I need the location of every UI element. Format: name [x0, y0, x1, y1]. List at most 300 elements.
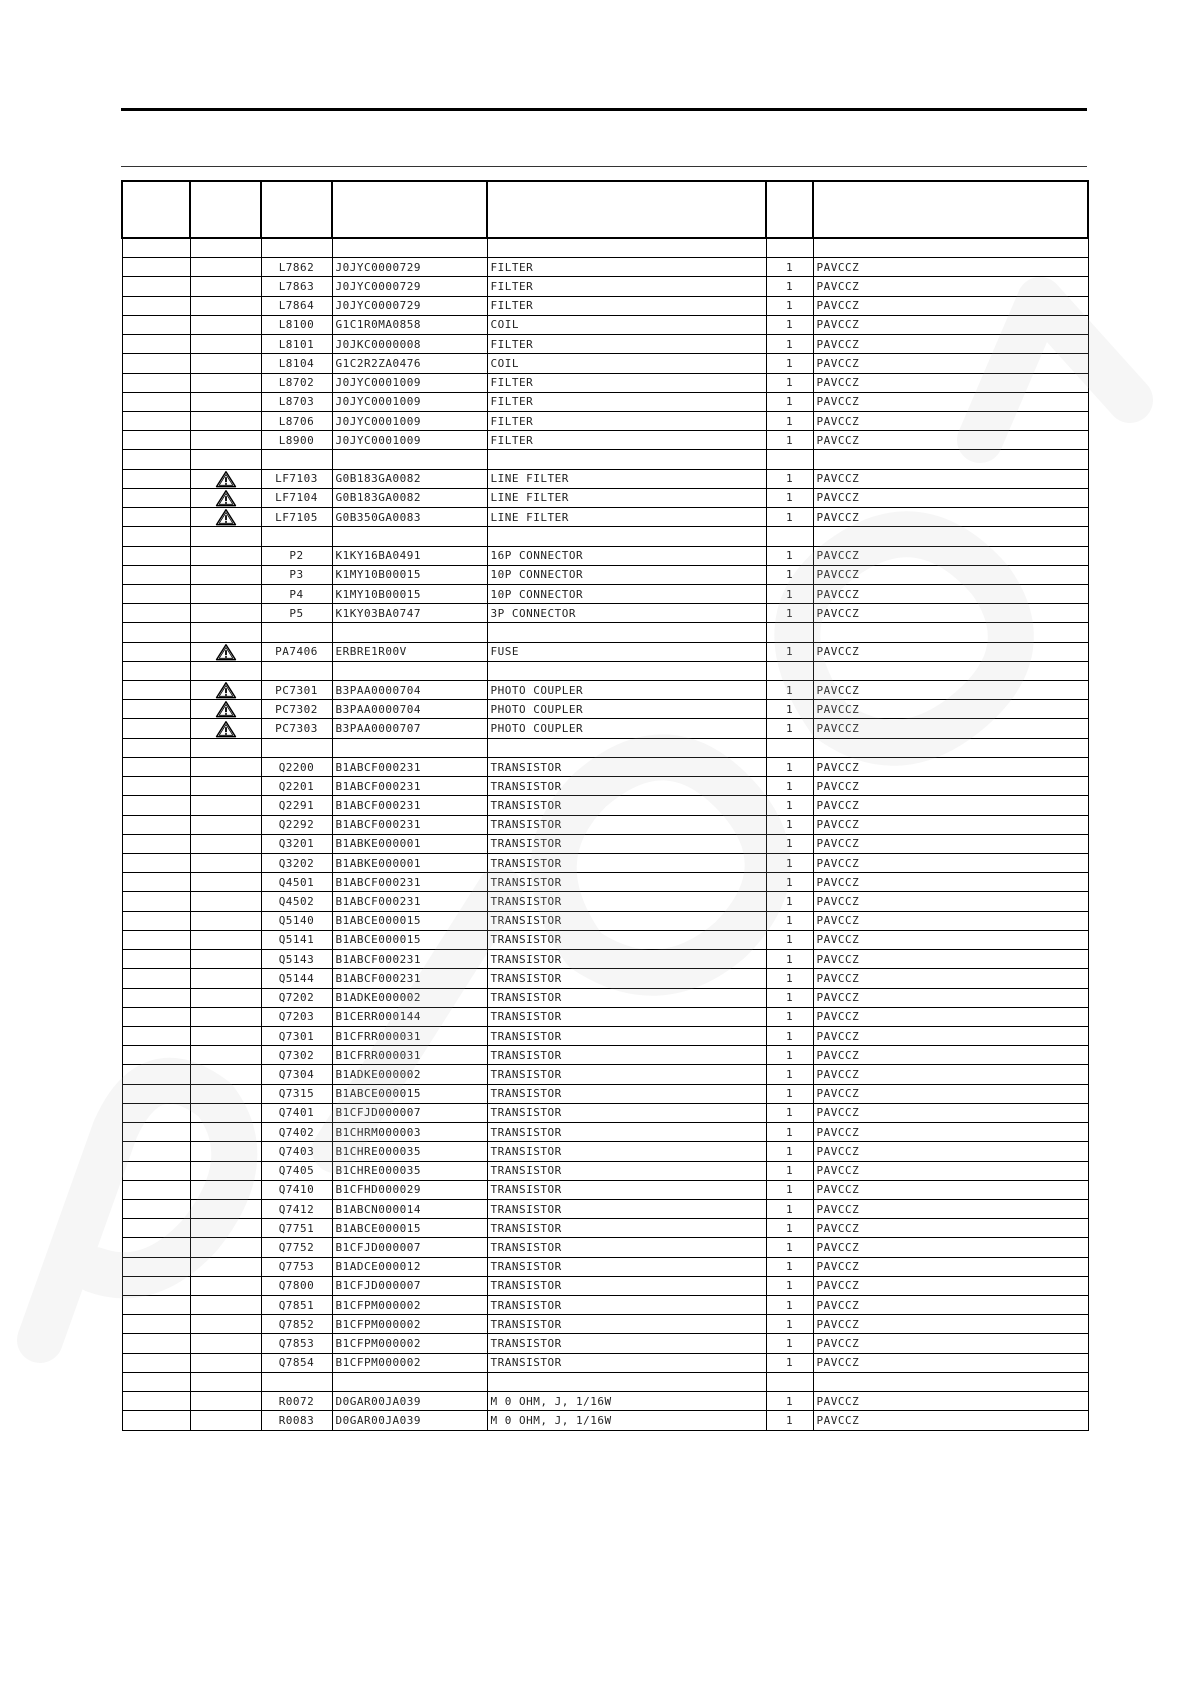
- parts-table-body: [122, 238, 1088, 1430]
- remarks-cell: PAVCCZ: [813, 1276, 1088, 1295]
- qty-cell: 1: [766, 777, 813, 796]
- part-cell: B1CERR000144: [332, 1007, 487, 1026]
- qty-cell: 1: [766, 1123, 813, 1142]
- row-blank-cell: [122, 969, 190, 988]
- table-row: [122, 1372, 1088, 1391]
- table-row: [122, 950, 1088, 969]
- ref-cell: R0083: [261, 1411, 332, 1430]
- part-cell: D0GAR00JA039: [332, 1411, 487, 1430]
- desc-cell: TRANSISTOR: [487, 854, 766, 873]
- warning-triangle-icon: [215, 470, 237, 488]
- qty-cell: 1: [766, 1315, 813, 1334]
- qty-cell: 1: [766, 373, 813, 392]
- desc-cell: TRANSISTOR: [487, 1065, 766, 1084]
- safety-cell: [190, 527, 261, 546]
- row-blank-cell: [122, 431, 190, 450]
- safety-cell: [190, 238, 261, 258]
- part-cell: D0GAR00JA039: [332, 1392, 487, 1411]
- ref-cell: Q5143: [261, 950, 332, 969]
- ref-cell: [261, 450, 332, 469]
- desc-cell: FILTER: [487, 431, 766, 450]
- safety-cell: [190, 1219, 261, 1238]
- part-cell: B1ADKE000002: [332, 988, 487, 1007]
- ref-cell: PC7301: [261, 681, 332, 700]
- warning-triangle-icon: [215, 643, 237, 661]
- part-cell: [332, 1372, 487, 1391]
- remarks-cell: PAVCCZ: [813, 1123, 1088, 1142]
- desc-cell: TRANSISTOR: [487, 1199, 766, 1218]
- safety-cell: [190, 277, 261, 296]
- table-row: [122, 796, 1088, 815]
- desc-cell: TRANSISTOR: [487, 911, 766, 930]
- desc-cell: COIL: [487, 354, 766, 373]
- table-row: [122, 969, 1088, 988]
- qty-cell: 1: [766, 1103, 813, 1122]
- row-blank-cell: [122, 623, 190, 642]
- qty-cell: 1: [766, 873, 813, 892]
- ref-cell: LF7104: [261, 488, 332, 507]
- row-blank-cell: [122, 1103, 190, 1122]
- desc-cell: TRANSISTOR: [487, 1046, 766, 1065]
- desc-cell: FUSE: [487, 642, 766, 661]
- remarks-cell: PAVCCZ: [813, 277, 1088, 296]
- safety-cell: [190, 950, 261, 969]
- safety-cell: [190, 1142, 261, 1161]
- row-blank-cell: [122, 1315, 190, 1334]
- ref-cell: Q2201: [261, 777, 332, 796]
- ref-cell: Q7852: [261, 1315, 332, 1334]
- safety-cell: [190, 1123, 261, 1142]
- table-row: [122, 892, 1088, 911]
- safety-cell: [190, 1199, 261, 1218]
- desc-cell: TRANSISTOR: [487, 1219, 766, 1238]
- safety-cell: [190, 1065, 261, 1084]
- desc-cell: 3P CONNECTOR: [487, 604, 766, 623]
- table-row: [122, 623, 1088, 642]
- table-row: [122, 1238, 1088, 1257]
- table-row: [122, 911, 1088, 930]
- part-cell: B1ABCF000231: [332, 757, 487, 776]
- desc-cell: TRANSISTOR: [487, 777, 766, 796]
- part-cell: J0JYC0001009: [332, 431, 487, 450]
- qty-cell: 1: [766, 1392, 813, 1411]
- remarks-cell: PAVCCZ: [813, 469, 1088, 488]
- remarks-cell: PAVCCZ: [813, 1103, 1088, 1122]
- row-blank-cell: [122, 892, 190, 911]
- row-blank-cell: [122, 719, 190, 738]
- part-cell: B1ABCN000014: [332, 1199, 487, 1218]
- safety-cell: [190, 335, 261, 354]
- table-header-row: [122, 181, 1088, 238]
- table-row: [122, 584, 1088, 603]
- remarks-cell: [813, 238, 1088, 258]
- qty-cell: 1: [766, 1334, 813, 1353]
- part-cell: [332, 661, 487, 680]
- ref-cell: LF7105: [261, 508, 332, 527]
- desc-cell: TRANSISTOR: [487, 873, 766, 892]
- header-cell-7: [813, 181, 1088, 238]
- parts-list-table: [121, 180, 1089, 1431]
- remarks-cell: PAVCCZ: [813, 757, 1088, 776]
- qty-cell: [766, 527, 813, 546]
- qty-cell: 1: [766, 431, 813, 450]
- part-cell: J0JYC0001009: [332, 373, 487, 392]
- safety-cell: [190, 738, 261, 757]
- part-cell: B1ABCE000015: [332, 1084, 487, 1103]
- row-blank-cell: [122, 873, 190, 892]
- safety-cell: [190, 392, 261, 411]
- part-cell: B3PAA0000704: [332, 681, 487, 700]
- qty-cell: 1: [766, 392, 813, 411]
- qty-cell: 1: [766, 988, 813, 1007]
- safety-cell: [190, 546, 261, 565]
- table-row: [122, 930, 1088, 949]
- desc-cell: LINE FILTER: [487, 469, 766, 488]
- safety-cell: [190, 1315, 261, 1334]
- qty-cell: 1: [766, 1026, 813, 1045]
- remarks-cell: PAVCCZ: [813, 911, 1088, 930]
- part-cell: J0JYC0001009: [332, 411, 487, 430]
- table-row: [122, 815, 1088, 834]
- safety-cell: [190, 488, 261, 507]
- remarks-cell: PAVCCZ: [813, 1219, 1088, 1238]
- remarks-cell: PAVCCZ: [813, 681, 1088, 700]
- safety-cell: [190, 584, 261, 603]
- desc-cell: TRANSISTOR: [487, 1084, 766, 1103]
- qty-cell: [766, 1372, 813, 1391]
- safety-cell: [190, 1372, 261, 1391]
- remarks-cell: [813, 738, 1088, 757]
- row-blank-cell: [122, 565, 190, 584]
- safety-cell: [190, 1103, 261, 1122]
- safety-cell: [190, 719, 261, 738]
- part-cell: B1CFRR000031: [332, 1026, 487, 1045]
- remarks-cell: [813, 623, 1088, 642]
- table-row: [122, 1180, 1088, 1199]
- safety-cell: [190, 1392, 261, 1411]
- desc-cell: TRANSISTOR: [487, 796, 766, 815]
- table-row: [122, 238, 1088, 258]
- row-blank-cell: [122, 450, 190, 469]
- ref-cell: L7864: [261, 296, 332, 315]
- remarks-cell: [813, 1372, 1088, 1391]
- desc-cell: TRANSISTOR: [487, 930, 766, 949]
- row-blank-cell: [122, 681, 190, 700]
- remarks-cell: PAVCCZ: [813, 392, 1088, 411]
- row-blank-cell: [122, 1123, 190, 1142]
- qty-cell: [766, 623, 813, 642]
- table-row: [122, 488, 1088, 507]
- part-cell: B1ABCE000015: [332, 1219, 487, 1238]
- qty-cell: 1: [766, 950, 813, 969]
- desc-cell: FILTER: [487, 296, 766, 315]
- part-cell: G1C1R0MA0858: [332, 315, 487, 334]
- safety-cell: [190, 1296, 261, 1315]
- ref-cell: [261, 738, 332, 757]
- part-cell: B1CFPM000002: [332, 1296, 487, 1315]
- ref-cell: Q7410: [261, 1180, 332, 1199]
- safety-cell: [190, 969, 261, 988]
- part-cell: [332, 738, 487, 757]
- row-blank-cell: [122, 392, 190, 411]
- safety-cell: [190, 1276, 261, 1295]
- safety-cell: [190, 565, 261, 584]
- ref-cell: Q4502: [261, 892, 332, 911]
- row-blank-cell: [122, 661, 190, 680]
- safety-cell: [190, 777, 261, 796]
- row-blank-cell: [122, 469, 190, 488]
- desc-cell: TRANSISTOR: [487, 1103, 766, 1122]
- part-cell: [332, 623, 487, 642]
- desc-cell: M 0 OHM, J, 1/16W: [487, 1411, 766, 1430]
- qty-cell: 1: [766, 1142, 813, 1161]
- desc-cell: TRANSISTOR: [487, 1180, 766, 1199]
- ref-cell: Q2200: [261, 757, 332, 776]
- qty-cell: [766, 450, 813, 469]
- safety-cell: [190, 988, 261, 1007]
- qty-cell: 1: [766, 565, 813, 584]
- table-row: [122, 854, 1088, 873]
- part-cell: [332, 527, 487, 546]
- desc-cell: TRANSISTOR: [487, 1007, 766, 1026]
- ref-cell: Q7304: [261, 1065, 332, 1084]
- ref-cell: P4: [261, 584, 332, 603]
- table-row: [122, 411, 1088, 430]
- part-cell: K1MY10B00015: [332, 584, 487, 603]
- row-blank-cell: [122, 777, 190, 796]
- table-row: [122, 873, 1088, 892]
- row-blank-cell: [122, 277, 190, 296]
- remarks-cell: PAVCCZ: [813, 892, 1088, 911]
- remarks-cell: PAVCCZ: [813, 1296, 1088, 1315]
- qty-cell: 1: [766, 1199, 813, 1218]
- part-cell: B1ABCE000015: [332, 911, 487, 930]
- ref-cell: L8706: [261, 411, 332, 430]
- qty-cell: 1: [766, 1238, 813, 1257]
- desc-cell: LINE FILTER: [487, 488, 766, 507]
- table-row: [122, 1334, 1088, 1353]
- remarks-cell: PAVCCZ: [813, 815, 1088, 834]
- desc-cell: TRANSISTOR: [487, 1296, 766, 1315]
- safety-cell: [190, 1046, 261, 1065]
- ref-cell: Q4501: [261, 873, 332, 892]
- row-blank-cell: [122, 796, 190, 815]
- safety-cell: [190, 661, 261, 680]
- qty-cell: 1: [766, 1007, 813, 1026]
- row-blank-cell: [122, 1392, 190, 1411]
- ref-cell: L8702: [261, 373, 332, 392]
- safety-cell: [190, 1026, 261, 1045]
- warning-triangle-icon: [215, 508, 237, 526]
- ref-cell: Q7405: [261, 1161, 332, 1180]
- remarks-cell: PAVCCZ: [813, 1142, 1088, 1161]
- ref-cell: L7862: [261, 258, 332, 277]
- desc-cell: [487, 450, 766, 469]
- ref-cell: L8104: [261, 354, 332, 373]
- table-row: [122, 565, 1088, 584]
- desc-cell: FILTER: [487, 373, 766, 392]
- qty-cell: 1: [766, 700, 813, 719]
- remarks-cell: PAVCCZ: [813, 565, 1088, 584]
- part-cell: K1KY16BA0491: [332, 546, 487, 565]
- ref-cell: Q5141: [261, 930, 332, 949]
- desc-cell: TRANSISTOR: [487, 1334, 766, 1353]
- part-cell: J0JKC0000008: [332, 335, 487, 354]
- part-cell: B1ABCF000231: [332, 777, 487, 796]
- table-row: [122, 834, 1088, 853]
- part-cell: K1MY10B00015: [332, 565, 487, 584]
- desc-cell: [487, 623, 766, 642]
- ref-cell: L8100: [261, 315, 332, 334]
- safety-cell: [190, 1411, 261, 1430]
- desc-cell: TRANSISTOR: [487, 1026, 766, 1045]
- table-row: [122, 1065, 1088, 1084]
- safety-cell: [190, 1257, 261, 1276]
- part-cell: B1CHRM000003: [332, 1123, 487, 1142]
- table-row: [122, 1103, 1088, 1122]
- safety-cell: [190, 623, 261, 642]
- row-blank-cell: [122, 296, 190, 315]
- remarks-cell: PAVCCZ: [813, 642, 1088, 661]
- ref-cell: P3: [261, 565, 332, 584]
- ref-cell: P2: [261, 546, 332, 565]
- remarks-cell: PAVCCZ: [813, 584, 1088, 603]
- remarks-cell: PAVCCZ: [813, 335, 1088, 354]
- ref-cell: L8101: [261, 335, 332, 354]
- qty-cell: 1: [766, 796, 813, 815]
- header-cell-3: [261, 181, 332, 238]
- ref-cell: Q7851: [261, 1296, 332, 1315]
- remarks-cell: PAVCCZ: [813, 834, 1088, 853]
- part-cell: J0JYC0000729: [332, 277, 487, 296]
- table-row: [122, 700, 1088, 719]
- safety-cell: [190, 354, 261, 373]
- remarks-cell: PAVCCZ: [813, 546, 1088, 565]
- ref-cell: Q7302: [261, 1046, 332, 1065]
- qty-cell: 1: [766, 719, 813, 738]
- part-cell: B1CFPM000002: [332, 1334, 487, 1353]
- remarks-cell: PAVCCZ: [813, 1238, 1088, 1257]
- table-row: [122, 469, 1088, 488]
- remarks-cell: PAVCCZ: [813, 1257, 1088, 1276]
- safety-cell: [190, 834, 261, 853]
- qty-cell: 1: [766, 1296, 813, 1315]
- part-cell: B3PAA0000704: [332, 700, 487, 719]
- ref-cell: Q7402: [261, 1123, 332, 1142]
- row-blank-cell: [122, 854, 190, 873]
- safety-cell: [190, 1353, 261, 1372]
- part-cell: J0JYC0000729: [332, 296, 487, 315]
- row-blank-cell: [122, 1411, 190, 1430]
- table-row: [122, 681, 1088, 700]
- remarks-cell: PAVCCZ: [813, 988, 1088, 1007]
- table-row: [122, 315, 1088, 334]
- part-cell: G1C2R2ZA0476: [332, 354, 487, 373]
- safety-cell: [190, 892, 261, 911]
- row-blank-cell: [122, 546, 190, 565]
- desc-cell: FILTER: [487, 335, 766, 354]
- qty-cell: 1: [766, 469, 813, 488]
- row-blank-cell: [122, 1276, 190, 1295]
- qty-cell: 1: [766, 488, 813, 507]
- row-blank-cell: [122, 508, 190, 527]
- desc-cell: FILTER: [487, 277, 766, 296]
- part-cell: B1CHRE000035: [332, 1161, 487, 1180]
- safety-cell: [190, 411, 261, 430]
- remarks-cell: PAVCCZ: [813, 604, 1088, 623]
- safety-cell: [190, 469, 261, 488]
- part-cell: B1CFPM000002: [332, 1353, 487, 1372]
- row-blank-cell: [122, 1065, 190, 1084]
- safety-cell: [190, 815, 261, 834]
- row-blank-cell: [122, 1180, 190, 1199]
- qty-cell: 1: [766, 546, 813, 565]
- header-cell-4: [332, 181, 487, 238]
- desc-cell: TRANSISTOR: [487, 1142, 766, 1161]
- part-cell: [332, 238, 487, 258]
- desc-cell: TRANSISTOR: [487, 1257, 766, 1276]
- safety-cell: [190, 1161, 261, 1180]
- ref-cell: Q3202: [261, 854, 332, 873]
- row-blank-cell: [122, 411, 190, 430]
- qty-cell: [766, 738, 813, 757]
- ref-cell: L7863: [261, 277, 332, 296]
- remarks-cell: PAVCCZ: [813, 719, 1088, 738]
- table-row: [122, 546, 1088, 565]
- qty-cell: 1: [766, 1161, 813, 1180]
- part-cell: B1CFJD000007: [332, 1103, 487, 1122]
- desc-cell: TRANSISTOR: [487, 1315, 766, 1334]
- remarks-cell: PAVCCZ: [813, 411, 1088, 430]
- part-cell: B1ABKE000001: [332, 834, 487, 853]
- qty-cell: 1: [766, 681, 813, 700]
- qty-cell: 1: [766, 1353, 813, 1372]
- remarks-cell: PAVCCZ: [813, 431, 1088, 450]
- qty-cell: 1: [766, 584, 813, 603]
- warning-triangle-icon: [215, 489, 237, 507]
- safety-cell: [190, 373, 261, 392]
- row-blank-cell: [122, 950, 190, 969]
- remarks-cell: PAVCCZ: [813, 950, 1088, 969]
- qty-cell: 1: [766, 815, 813, 834]
- ref-cell: L8900: [261, 431, 332, 450]
- part-cell: B1CFRR000031: [332, 1046, 487, 1065]
- table-row: [122, 373, 1088, 392]
- qty-cell: 1: [766, 258, 813, 277]
- desc-cell: FILTER: [487, 258, 766, 277]
- table-row: [122, 392, 1088, 411]
- remarks-cell: PAVCCZ: [813, 1046, 1088, 1065]
- header-cell-5: [487, 181, 766, 238]
- remarks-cell: PAVCCZ: [813, 488, 1088, 507]
- desc-cell: TRANSISTOR: [487, 1276, 766, 1295]
- desc-cell: FILTER: [487, 392, 766, 411]
- row-blank-cell: [122, 1296, 190, 1315]
- row-blank-cell: [122, 834, 190, 853]
- row-blank-cell: [122, 1046, 190, 1065]
- part-cell: J0JYC0001009: [332, 392, 487, 411]
- desc-cell: TRANSISTOR: [487, 969, 766, 988]
- ref-cell: P5: [261, 604, 332, 623]
- row-blank-cell: [122, 930, 190, 949]
- header-cell-2: [190, 181, 261, 238]
- remarks-cell: PAVCCZ: [813, 873, 1088, 892]
- desc-cell: 10P CONNECTOR: [487, 584, 766, 603]
- qty-cell: [766, 661, 813, 680]
- ref-cell: [261, 661, 332, 680]
- safety-cell: [190, 296, 261, 315]
- desc-cell: TRANSISTOR: [487, 1353, 766, 1372]
